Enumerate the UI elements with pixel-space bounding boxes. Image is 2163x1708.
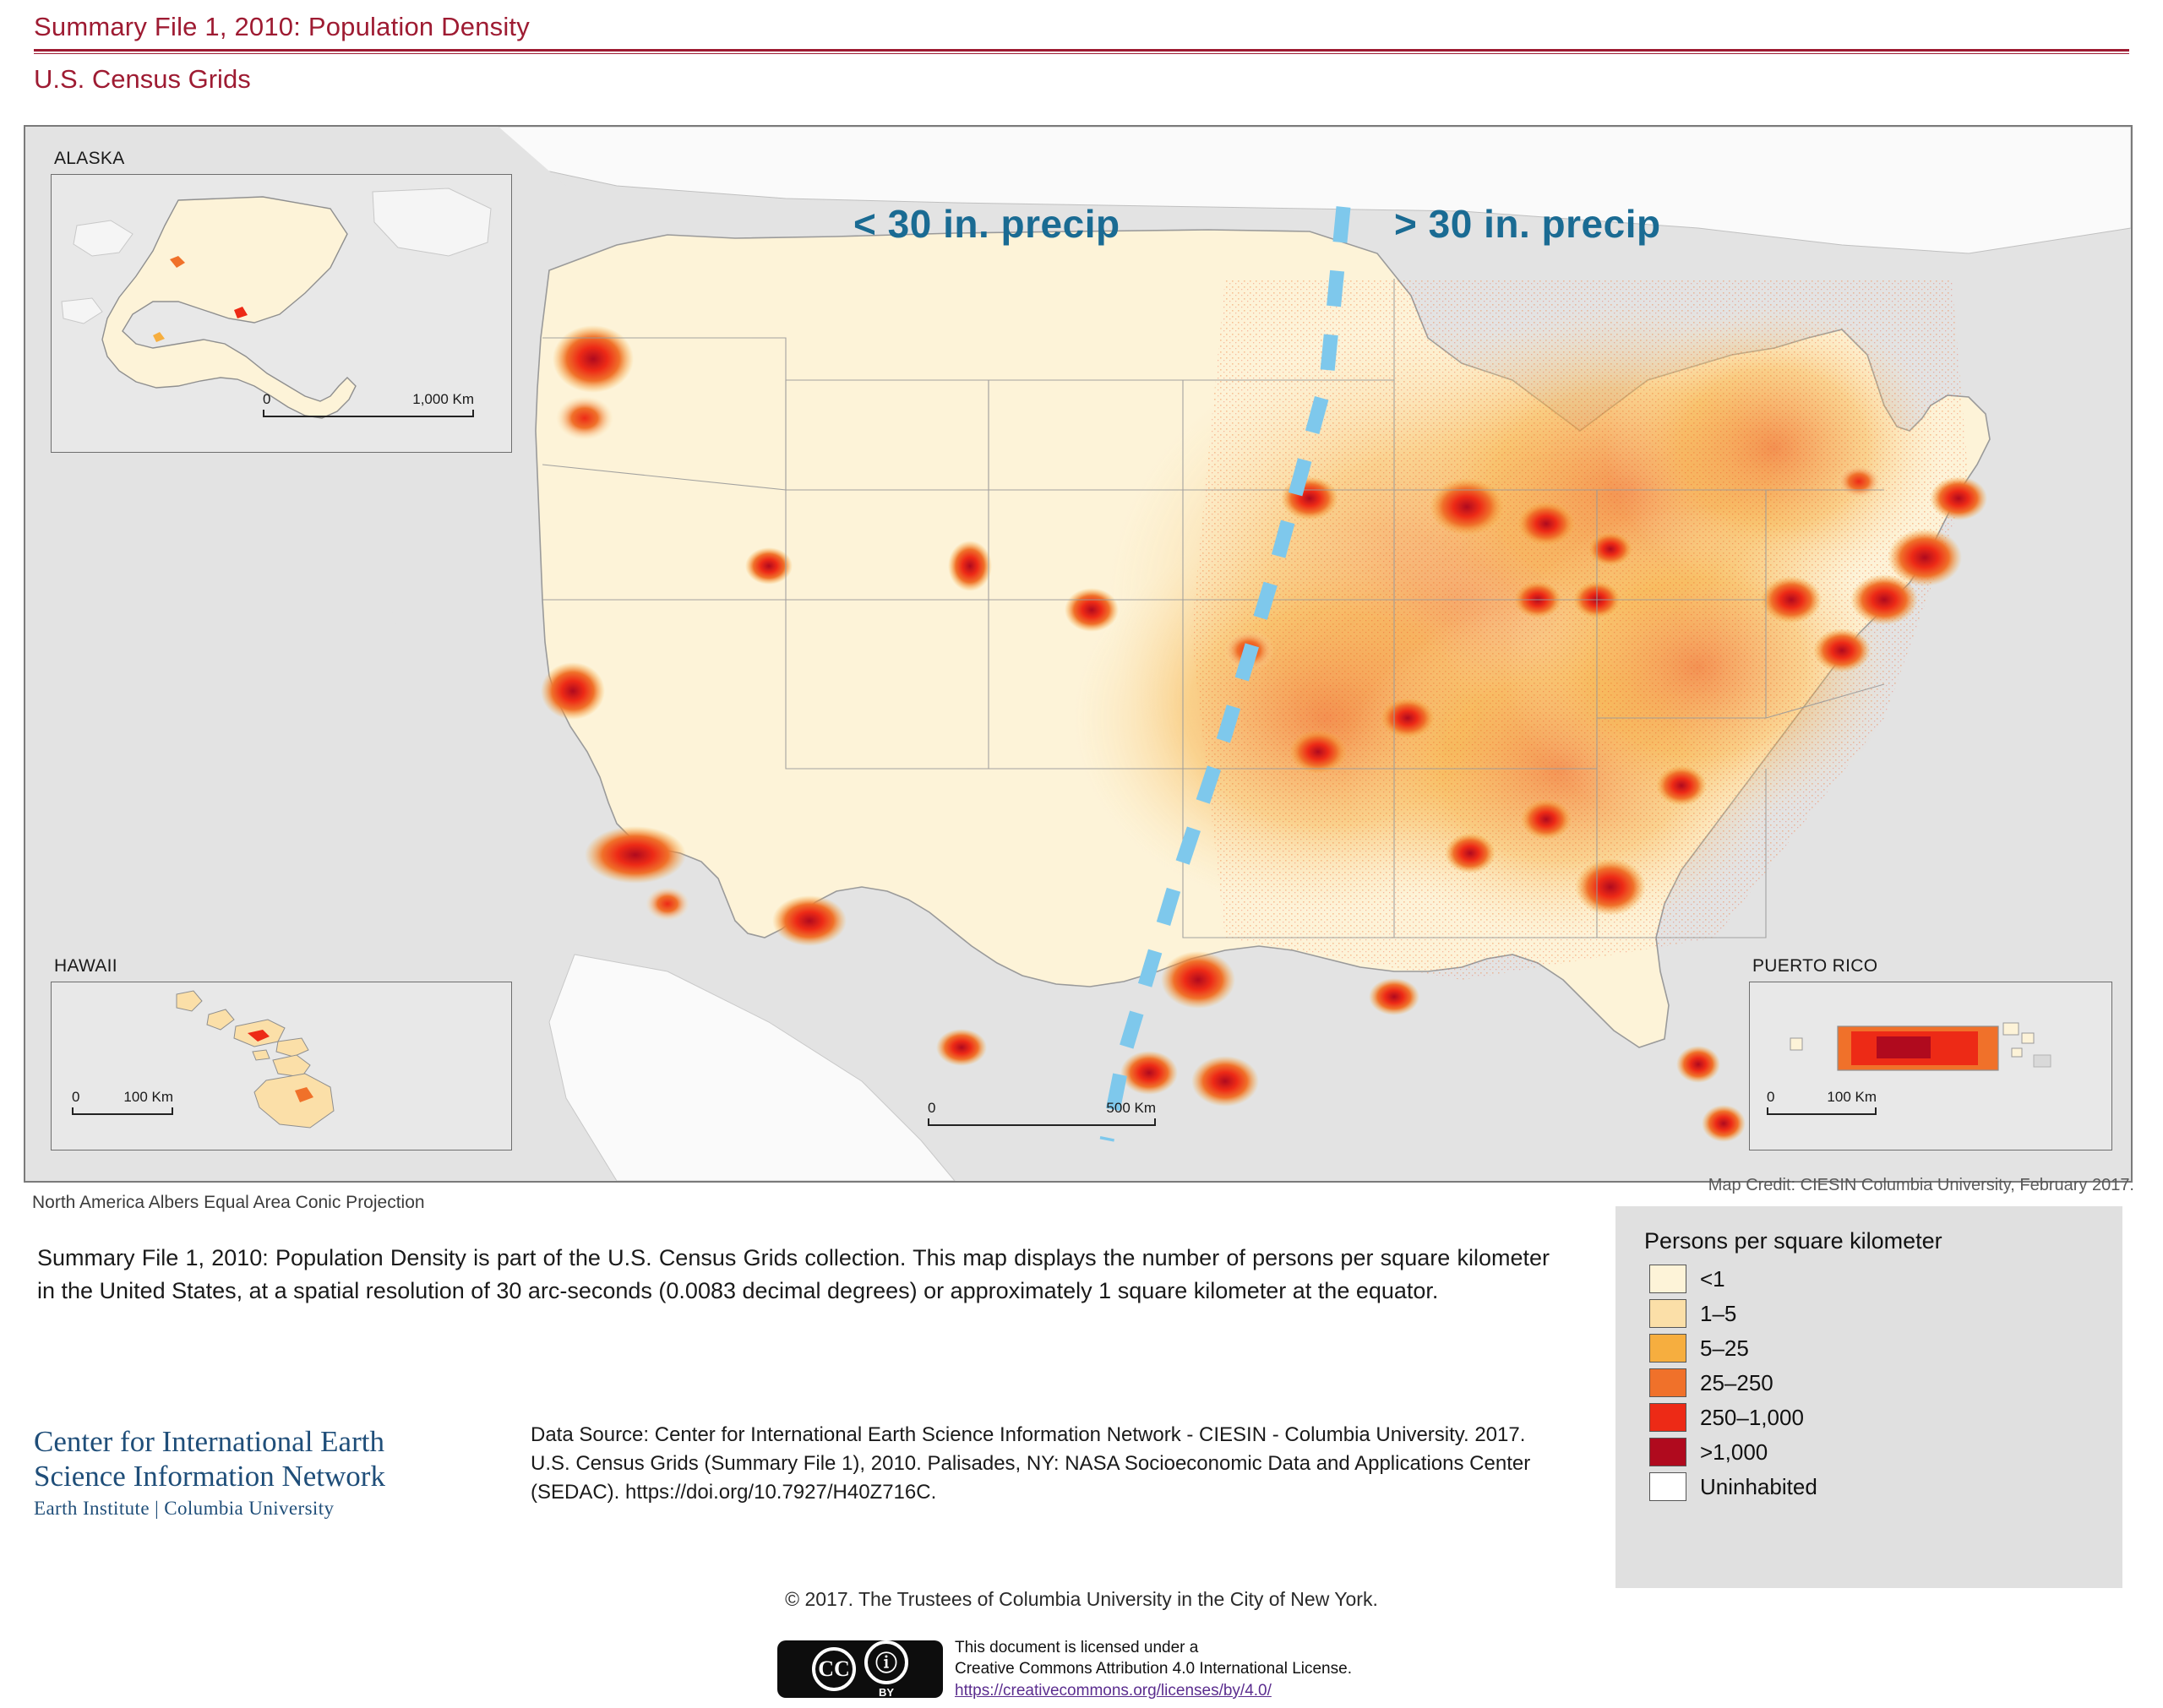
data-source-citation: Data Source: Center for International Earth Science Information Network - CIESIN - Columbia University. 2017. U.S. Census Grids (Summary File 1), 2010. Palisades, NY: NASA Socioeconomic Data and Applications Center (SEDAC). https://doi.org/10.7927/H40Z716C. [531, 1423, 1531, 1504]
legend-item[interactable] [1649, 1472, 2122, 1501]
license-line-1: This document is licensed under a [955, 1639, 1199, 1656]
cc-by-label: BY [878, 1685, 895, 1699]
header-rule-thin [34, 53, 2129, 54]
scalebar-pr-max: 100 Km [1827, 1089, 1877, 1105]
license-text [955, 1637, 1352, 1701]
map-description: Summary File 1, 2010: Population Density is part of the U.S. Census Grids collection. This map displays the number of persons per square kilometer in the United States, at a spatial resolution of 30 arc-seconds (0.0083 decimal degrees) or approximately 1 square kilometer at the equator. [37, 1245, 1550, 1304]
inset-alaska[interactable] [51, 174, 512, 453]
cc-by-person-icon: ⓘ [864, 1640, 908, 1684]
scalebar-alaska-max: 1,000 Km [412, 391, 474, 407]
puerto-rico-graphic [1750, 982, 2111, 1150]
legend-swatch [1649, 1438, 1686, 1466]
legend-item[interactable] [1649, 1438, 2122, 1466]
scalebar-puerto-rico [1767, 1089, 1877, 1115]
creative-commons-icon [777, 1640, 943, 1698]
scalebar-hawaii-max: 100 Km [123, 1089, 173, 1105]
annotation-precip-high: > 30 in. precip [1394, 202, 1661, 246]
hawaii-graphic [52, 982, 511, 1150]
legend-title: Persons per square kilometer [1644, 1228, 1942, 1254]
cc-mark-icon: CC [812, 1647, 856, 1691]
scalebar-main-max: 500 Km [1106, 1100, 1156, 1116]
license-block [777, 1637, 1352, 1701]
scalebar-hawaii-min: 0 [72, 1089, 80, 1105]
logo-line-3: Earth Institute | Columbia University [34, 1497, 335, 1519]
scalebar-pr-min: 0 [1767, 1089, 1775, 1105]
legend-item[interactable] [1649, 1265, 2122, 1293]
legend-label: Uninhabited [1700, 1473, 1817, 1499]
logo-line-1: Center for International Earth [34, 1425, 384, 1458]
page-header [34, 12, 2129, 95]
legend-label: 1–5 [1700, 1300, 1737, 1326]
scalebar-alaska [263, 391, 474, 417]
legend-swatch [1649, 1265, 1686, 1293]
scalebar-hawaii [72, 1089, 173, 1115]
legend-item[interactable] [1649, 1403, 2122, 1432]
inset-label-hawaii: HAWAII [54, 956, 117, 976]
legend-label: 250–1,000 [1700, 1404, 1804, 1430]
scalebar-alaska-min: 0 [263, 391, 271, 407]
legend-swatch [1649, 1472, 1686, 1501]
map-legend [1615, 1206, 2122, 1588]
legend-label: 25–250 [1700, 1369, 1773, 1395]
annotation-precip-low: < 30 in. precip [853, 202, 1120, 246]
ciesin-logo [34, 1424, 490, 1520]
legend-label: >1,000 [1700, 1439, 1768, 1465]
legend-item[interactable] [1649, 1368, 2122, 1397]
page-title: Summary File 1, 2010: Population Density [34, 12, 530, 41]
map-canvas[interactable] [24, 125, 2133, 1183]
inset-label-puerto-rico: PUERTO RICO [1752, 956, 1878, 976]
logo-line-2: Science Information Network [34, 1460, 385, 1493]
scalebar-main-min: 0 [928, 1100, 936, 1116]
header-rule-thick [34, 49, 2129, 52]
license-line-2: Creative Commons Attribution 4.0 International License. [955, 1660, 1352, 1678]
inset-puerto-rico[interactable] [1749, 982, 2112, 1150]
projection-note: North America Albers Equal Area Conic Projection [32, 1193, 425, 1212]
map-credit: Map Credit: CIESIN Columbia University, February 2017. [1708, 1176, 2134, 1194]
legend-label: 5–25 [1700, 1335, 1749, 1361]
page-subtitle: U.S. Census Grids [34, 64, 251, 94]
legend-item[interactable] [1649, 1334, 2122, 1363]
inset-label-alaska: ALASKA [54, 149, 125, 168]
copyright-notice: © 2017. The Trustees of Columbia University in the City of New York. [785, 1588, 1378, 1610]
legend-swatch [1649, 1403, 1686, 1432]
legend-item[interactable] [1649, 1299, 2122, 1328]
legend-label: <1 [1700, 1265, 1725, 1292]
scalebar-main [928, 1100, 1156, 1126]
legend-swatch [1649, 1368, 1686, 1397]
inset-hawaii[interactable] [51, 982, 512, 1150]
legend-swatch [1649, 1299, 1686, 1328]
license-url-link[interactable]: https://creativecommons.org/licenses/by/4.0/ [955, 1681, 1272, 1700]
legend-swatch [1649, 1334, 1686, 1363]
